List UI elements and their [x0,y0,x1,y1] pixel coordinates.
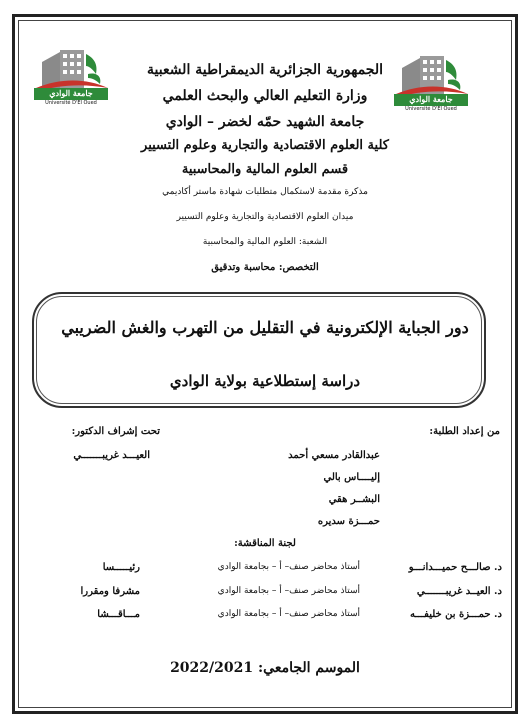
committee-member-role: مشرفا ومقررا [80,586,140,597]
student-name: عبدالقادر مسعي أحمد [288,450,380,461]
academic-season: الموسم الجامعي: 2022/2021 [170,660,360,676]
committee-member-name: د. العيــد غريبـــــــي [416,586,502,597]
memo-purpose: مذكرة مقدمة لاستكمال متطلبات شهادة ماستر أكاديمي [162,187,368,197]
header-ministry: وزارة التعليم العالي والبحث العلمي [162,88,368,104]
memo-field: ميدان العلوم الاقتصادية والتجارية وعلوم التسيير [176,212,354,222]
header-university: جامعة الشهيد حمّه لخضر – الوادي [165,114,365,130]
student-name: إليــــاس بالي [323,472,380,483]
header-department: قسم العلوم المالية والمحاسبية [181,162,349,177]
logo-arabic-text-right: جامعة الوادي [409,94,453,104]
memo-branch: الشعبة: العلوم المالية والمحاسبية [202,237,328,247]
thesis-subtitle: دراسة إستطلاعية بولاية الوادي [169,372,361,390]
committee-label: لجنة المناقشة: [234,538,296,549]
logo-latin-text-left: Université D'El Oued [45,100,97,106]
student-name: البشــر هقي [328,494,380,505]
committee-member-rank: أستاذ محاضر صنف– أ – بجامعة الوادي [217,609,360,619]
university-logo-right [390,50,472,114]
supervisor-label: تحت إشراف الدكتور: [71,426,160,437]
committee-member-rank: أستاذ محاضر صنف– أ – بجامعة الوادي [217,586,360,596]
logo-latin-text-right: Université D'El Oued [405,106,457,112]
committee-member-name: د. صالـــح حميـــدانـــو [408,562,502,573]
committee-member-rank: أستاذ محاضر صنف– أ – بجامعة الوادي [217,562,360,572]
student-name: حمـــزة سديره [317,516,380,527]
supervisor-name: العيـــد غريبـــــــي [73,450,150,461]
university-logo-icon [390,50,472,114]
header-republic: الجمهورية الجزائرية الديمقراطية الشعبية [146,62,383,78]
header-faculty: كلية العلوم الاقتصادية والتجارية وعلوم التسيير [141,138,389,153]
thesis-title: دور الجباية الإلكترونية في التقليل من التهرب والغش الضريبي [61,318,469,337]
memo-specialty: التخصص: محاسبة وتدقيق [211,262,319,273]
committee-member-role: مـــاقـــشا [97,609,140,620]
committee-member-role: رئيـــــسا [102,562,140,573]
committee-member-name: د. حمـــزة بن خليفـــه [409,609,502,620]
students-label: من إعداد الطلبة: [429,426,500,437]
logo-arabic-text-left: جامعة الوادي [49,88,93,98]
